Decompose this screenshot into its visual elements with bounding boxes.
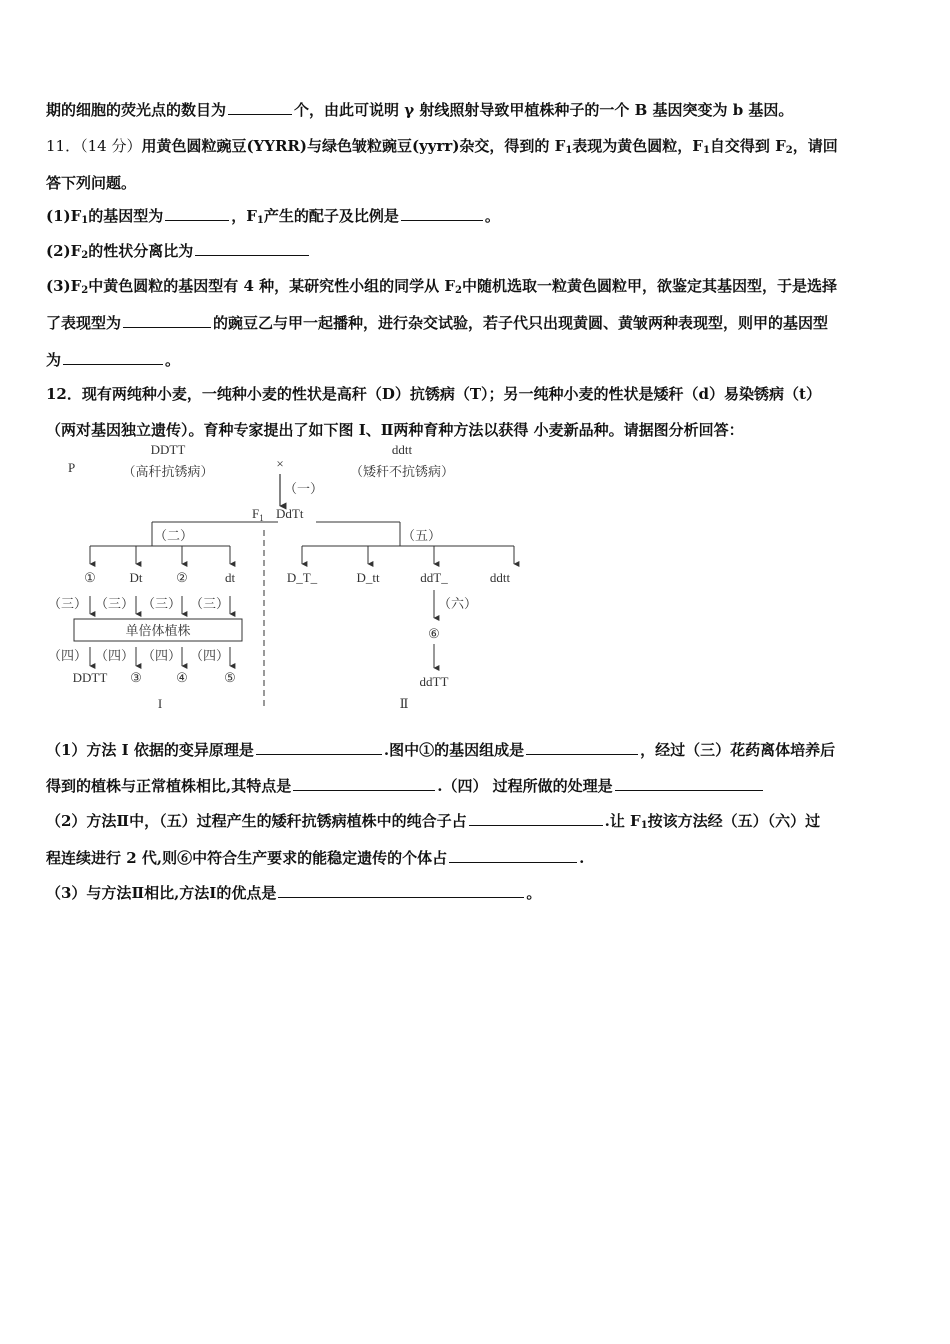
question-11-part-3-line-3 [46,350,910,370]
step-4-label: （四） [48,648,88,663]
subscript: 1 [81,215,89,226]
line-text: 程连续进行 2 代,则⑥中符合生产要求的能稳定遗传的个体占 [46,849,448,867]
answer-blank[interactable] [228,100,292,115]
line-text: 的基因型为 [88,207,164,225]
method-2-label: Ⅱ [399,696,409,711]
result-label: ⑤ [224,670,236,685]
line-text: ，经过（三）花药离体培养后 [640,741,836,759]
line-text: .图中①的基因组成是 [383,741,525,759]
answer-blank[interactable] [63,350,163,365]
line-text: 按该方法经（五）（六）过 [647,812,821,830]
step-2-label: （二） [154,528,194,543]
subscript: 2 [785,145,793,156]
step-4-label: （四） [95,648,135,663]
step-4-label: （四） [142,648,182,663]
answer-blank[interactable] [449,848,577,863]
phenotype-label: D_tt [356,570,380,585]
line-text: （2）方法Ⅱ中，（五）过程产生的矮秆抗锈病植株中的纯合子占 [46,812,467,830]
question-12-part-1 [46,740,910,760]
question-12-part-3 [46,883,910,903]
line-text: (3)F [46,277,82,295]
line-text: 12．现有两纯种小麦，一纯种小麦的性状是高秆（D）抗锈病（T）；另一纯种小麦的性状是矮秆（d）易染锈病（t） [46,385,821,403]
subscript: 1 [702,145,710,156]
question-11-line-1 [46,136,910,161]
line-text: 用黄色圆粒豌豆(YYRR)与绿色皱粒豌豆(yyrr)杂交，得到的 F [141,137,566,155]
step-5-label: （五） [402,528,442,543]
line-text: 自交得到 F [709,137,786,155]
answer-blank[interactable] [526,740,638,755]
line-text: ，请回 [792,137,838,155]
parent1-description: （高秆抗锈病） [122,464,214,479]
phenotype-label: ddT_ [420,570,448,585]
line-text: 产生的配子及比例是 [263,207,399,225]
phenotype-label: ddtt [489,570,511,585]
line-text: ，F [231,207,257,225]
question-11-part-2 [46,241,910,266]
line-text: (1)F [46,207,82,225]
answer-blank[interactable] [615,776,763,791]
f1-label: $F_1$ [252,506,264,523]
answer-blank[interactable] [195,241,309,256]
line-text: (2)F [46,242,82,260]
question-11-part-1 [46,206,910,231]
line-text: .（四） 过程所做的处理是 [437,777,613,795]
line-text: 。 [526,884,542,902]
gamete-label: ① [84,570,96,585]
phenotype-label: D_T_ [286,570,318,585]
gamete-label: dt [224,570,236,585]
parent2-description: （矮秆不抗锈病） [349,464,455,479]
gamete-label: Dt [129,570,143,585]
haploid-box-label: 单倍体植株 [125,623,191,638]
subscript: 1 [640,820,648,831]
answer-blank[interactable] [293,776,435,791]
six-label: ⑥ [428,626,440,641]
line-text: （3）与方法Ⅱ相比,方法Ⅰ的优点是 [46,884,277,902]
question-12-part-1-line-2 [46,776,910,796]
subscript: 1 [256,215,264,226]
result-label: ④ [176,670,188,685]
step-3-label: （三） [142,596,182,611]
answer-blank[interactable] [278,883,524,898]
final-genotype: ddTT [419,674,449,689]
result-label: ③ [130,670,142,685]
line-text: 为 [46,351,62,369]
line-text: 中随机选取一粒黄色圆粒甲，欲鉴定其基因型，于是选择 [461,277,837,295]
f1-genotype: DdTt [276,506,304,521]
line-text: 得到的植株与正常植株相比,其特点是 [46,777,292,795]
question-12-part-2 [46,811,910,836]
method-1-label: I [157,696,163,711]
line-text: 的豌豆乙与甲一起播种，进行杂交试验，若子代只出现黄圆、黄皱两种表现型，则甲的基因型 [213,314,829,332]
subscript: 1 [565,145,573,156]
line-text: . [579,849,585,867]
line-text: 答下列问题。 [46,174,137,192]
line-text: 中黄色圆粒的基因型有 4 种，某研究性小组的同学从 F [88,277,456,295]
line-text: 。 [484,207,500,225]
question-11-part-3-line-2 [46,313,910,333]
answer-blank[interactable] [123,313,211,328]
answer-blank[interactable] [256,740,382,755]
question-11-line-2 [46,173,910,193]
step-6-label: （六） [438,596,478,611]
step-1-label: （一） [284,481,324,496]
question-number: 11．（14 分） [46,137,142,155]
answer-blank[interactable] [469,811,603,826]
line-text: （两对基因独立遗传）。育种专家提出了如下图 I、Ⅱ两种育种方法以获得 小麦新品种。请据图分析回答： [46,421,744,439]
line-text: 期的细胞的荧光点的数目为 [46,101,227,119]
line-text: .让 F [604,812,641,830]
gamete-label: ② [176,570,188,585]
p-label: P [68,460,76,475]
step-4-label: （四） [190,648,230,663]
result-label: DDTT [72,670,108,685]
breeding-diagram [40,418,530,718]
answer-blank[interactable] [165,206,229,221]
question-12-line-1 [46,384,910,404]
step-3-label: （三） [95,596,135,611]
parent2-genotype: ddtt [391,442,413,457]
subscript: 2 [81,250,89,261]
cross-symbol: × [276,456,284,471]
question-12-part-2-line-2 [46,848,910,868]
parent1-genotype: DDTT [150,442,186,457]
step-3-label: （三） [190,596,230,611]
line-text: 的性状分离比为 [88,242,194,260]
line-text: 个，由此可说明 γ 射线照射导致甲植株种子的一个 B 基因突变为 b 基因。 [294,101,794,119]
answer-blank[interactable] [401,206,483,221]
step-3-label: （三） [48,596,88,611]
line-text: 了表现型为 [46,314,122,332]
subscript: 2 [455,285,462,296]
line-text: （1）方法 I 依据的变异原理是 [46,741,254,759]
subscript: 2 [81,285,89,296]
line-text: 表现为黄色圆粒，F [572,137,703,155]
line-text: 。 [165,351,181,369]
text-line-1 [46,100,910,120]
question-11-part-3 [46,276,910,301]
